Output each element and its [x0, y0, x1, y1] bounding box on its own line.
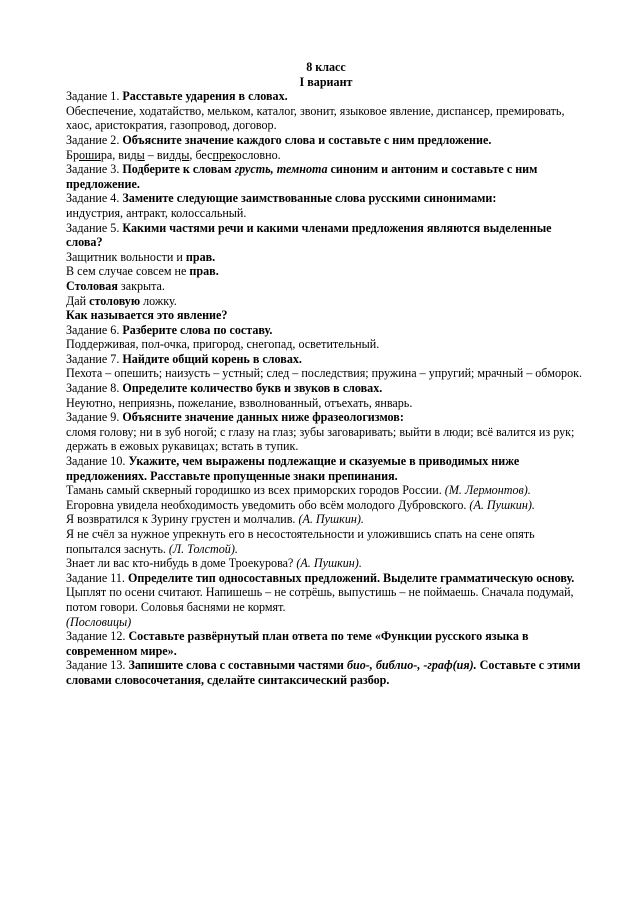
word-part: ословно. — [235, 147, 281, 162]
task-3 — [66, 162, 586, 191]
task-2 — [66, 133, 586, 148]
task-5-sentence-1 — [66, 250, 586, 265]
underlined-part: ды — [130, 147, 145, 162]
question-text: Как называется это явление? — [66, 308, 228, 323]
word-part: – ви — [144, 147, 170, 162]
task-title-c: синоним и антоним и составьте с ним предложение. — [66, 162, 538, 191]
task-5-sentence-4 — [66, 294, 586, 309]
task-title: Определите количество букв и звуков в словах. — [122, 381, 383, 396]
task-10-sentence-2 — [66, 498, 586, 513]
task-8 — [66, 381, 586, 396]
underlined-part: оши — [79, 147, 101, 162]
task-10-sentence-3 — [66, 512, 586, 527]
word-part: Бр — [66, 147, 79, 162]
task-label: Задание 10. — [66, 454, 129, 469]
task-9-body: сломя голову; ни в зуб ногой; с глазу на глаз; зубы заговаривать; выйти в люди; всё валится из рук; держать в ежовых рукавицах; встать в тупик. — [66, 424, 575, 454]
task-title: Объясните значение данных ниже фразеологизмов: — [122, 410, 404, 425]
sentence-text: Знает ли вас кто-нибудь в доме Троекурова? — [66, 556, 297, 571]
task-5-sentence-2 — [66, 264, 586, 279]
task-title: Определите тип односоставных предложений. Выделите грамматическую основу. — [127, 570, 575, 585]
sentence-author: (Л. Толстой). — [168, 541, 238, 556]
task-10-sentence-4 — [66, 527, 586, 556]
task-4 — [66, 191, 586, 206]
sentence-text: В сем случае совсем не — [66, 264, 190, 279]
document-content — [66, 60, 586, 688]
underlined-part: лды — [169, 147, 190, 162]
highlighted-word: столовую — [89, 293, 141, 308]
task-7-body: Пехота – опешить; наизусть – устный; след – последствия; пружина – упругий; мрачный – обморок. — [66, 366, 583, 381]
task-label: Задание 2. — [66, 132, 123, 147]
task-label: Задание 13. — [66, 658, 129, 673]
task-title-words: грусть, темнота — [234, 162, 328, 177]
task-6-body: Поддерживая, пол-очка, пригород, снегопад, осветительный. — [66, 337, 380, 352]
task-label: Задание 7. — [66, 351, 123, 366]
underlined-part: прек — [212, 147, 236, 162]
task-title: Разберите слова по составу. — [122, 322, 273, 337]
sentence-text: Я не счёл за нужное упрекнуть его в несостоятельности и уложившись спать на сене опять попытался заснуть. — [66, 527, 535, 556]
task-label: Задание 4. — [66, 191, 123, 206]
task-label: Задание 8. — [66, 381, 123, 396]
task-label: Задание 1. — [66, 89, 123, 104]
word-part: ра, ви — [100, 147, 131, 162]
task-label: Задание 12. — [66, 629, 129, 644]
sentence-text: Тамань самый скверный городишко из всех приморских городов России. — [66, 483, 445, 498]
highlighted-word: прав. — [185, 249, 216, 264]
task-8-body: Неуютно, неприязнь, пожелание, взволнованный, отъехать, январь. — [66, 395, 413, 410]
task-5 — [66, 221, 586, 250]
task-11-body: Цыплят по осени считают. Напишешь – не сотрёшь, выпустишь – не поймаешь. Сначала подумай, потом говори. Соловья баснями не кормят. — [66, 585, 574, 614]
sentence-author: (М. Лермонтов). — [444, 483, 531, 498]
sentence-text: Защитник вольности и — [66, 249, 186, 264]
task-13 — [66, 658, 586, 687]
task-title-parts: био-, библио-, -граф(ия). — [346, 658, 477, 673]
task-2-body — [66, 148, 586, 163]
task-10 — [66, 454, 586, 483]
task-title: Расставьте ударения в словах. — [122, 89, 288, 104]
task-1 — [66, 89, 586, 104]
task-10-sentence-5 — [66, 556, 586, 571]
sentence-text: Дай — [66, 293, 90, 308]
sentence-author: (А. Пушкин). — [298, 512, 364, 527]
task-label: Задание 3. — [66, 162, 123, 177]
task-title: Найдите общий корень в словах. — [122, 351, 302, 366]
highlighted-word: прав. — [189, 264, 219, 279]
task-5-question — [66, 308, 586, 323]
grade-heading: 8 класс — [306, 60, 346, 74]
sentence-text: Егоровна увидела необходимость уведомить обо всём молодого Дубровского. — [66, 497, 470, 512]
task-4-body: индустрия, антракт, колоссальный. — [66, 205, 247, 220]
task-11-source — [66, 615, 586, 630]
task-title-c: Составьте с этими словами словосочетания, сделайте синтаксический разбор. — [66, 658, 581, 687]
task-7 — [66, 352, 586, 367]
task-title-a: Подберите к словам — [122, 162, 235, 177]
task-title: Объясните значение каждого слова и составьте с ним предложение. — [122, 132, 492, 147]
task-title: Укажите, чем выражены подлежащие и сказуемые в приводимых ниже предложениях. Расставьте пропущенные знаки препинания. — [66, 454, 520, 483]
task-label: Задание 11. — [66, 570, 128, 585]
highlighted-word: Столовая — [66, 278, 118, 293]
task-title: Составьте развёрнутый план ответа по теме «Функции русского языка в современном мире». — [66, 629, 529, 658]
proverbs-source: (Пословицы) — [66, 614, 132, 629]
task-label: Задание 9. — [66, 410, 123, 425]
task-6 — [66, 323, 586, 338]
task-title: Какими частями речи и какими членами предложения являются выделенные слова? — [66, 220, 552, 250]
task-5-sentence-3 — [66, 279, 586, 294]
task-title-a: Запишите слова с составными частями — [128, 658, 347, 673]
sentence-author: (А. Пушкин). — [469, 497, 535, 512]
task-9 — [66, 410, 586, 425]
sentence-text: закрыта. — [117, 278, 165, 293]
sentence-text: Я возвратился к Зурину грустен и молчалив. — [66, 512, 299, 527]
task-title: Замените следующие заимствованные слова русскими синонимами: — [122, 191, 497, 206]
sentence-text: ложку. — [140, 293, 177, 308]
variant-heading: I вариант — [299, 74, 353, 89]
task-1-body: Обеспечение, ходатайство, мельком, каталог, звонит, языковое явление, диспансер, премировать, хаос, аристократия, газопровод, договор. — [66, 103, 565, 133]
task-12 — [66, 629, 586, 658]
sentence-author: (А. Пушкин). — [296, 556, 362, 571]
word-part: , бес — [189, 147, 213, 162]
task-label: Задание 6. — [66, 322, 123, 337]
task-10-sentence-1 — [66, 483, 586, 498]
task-label: Задание 5. — [66, 220, 123, 235]
task-11 — [66, 571, 586, 586]
